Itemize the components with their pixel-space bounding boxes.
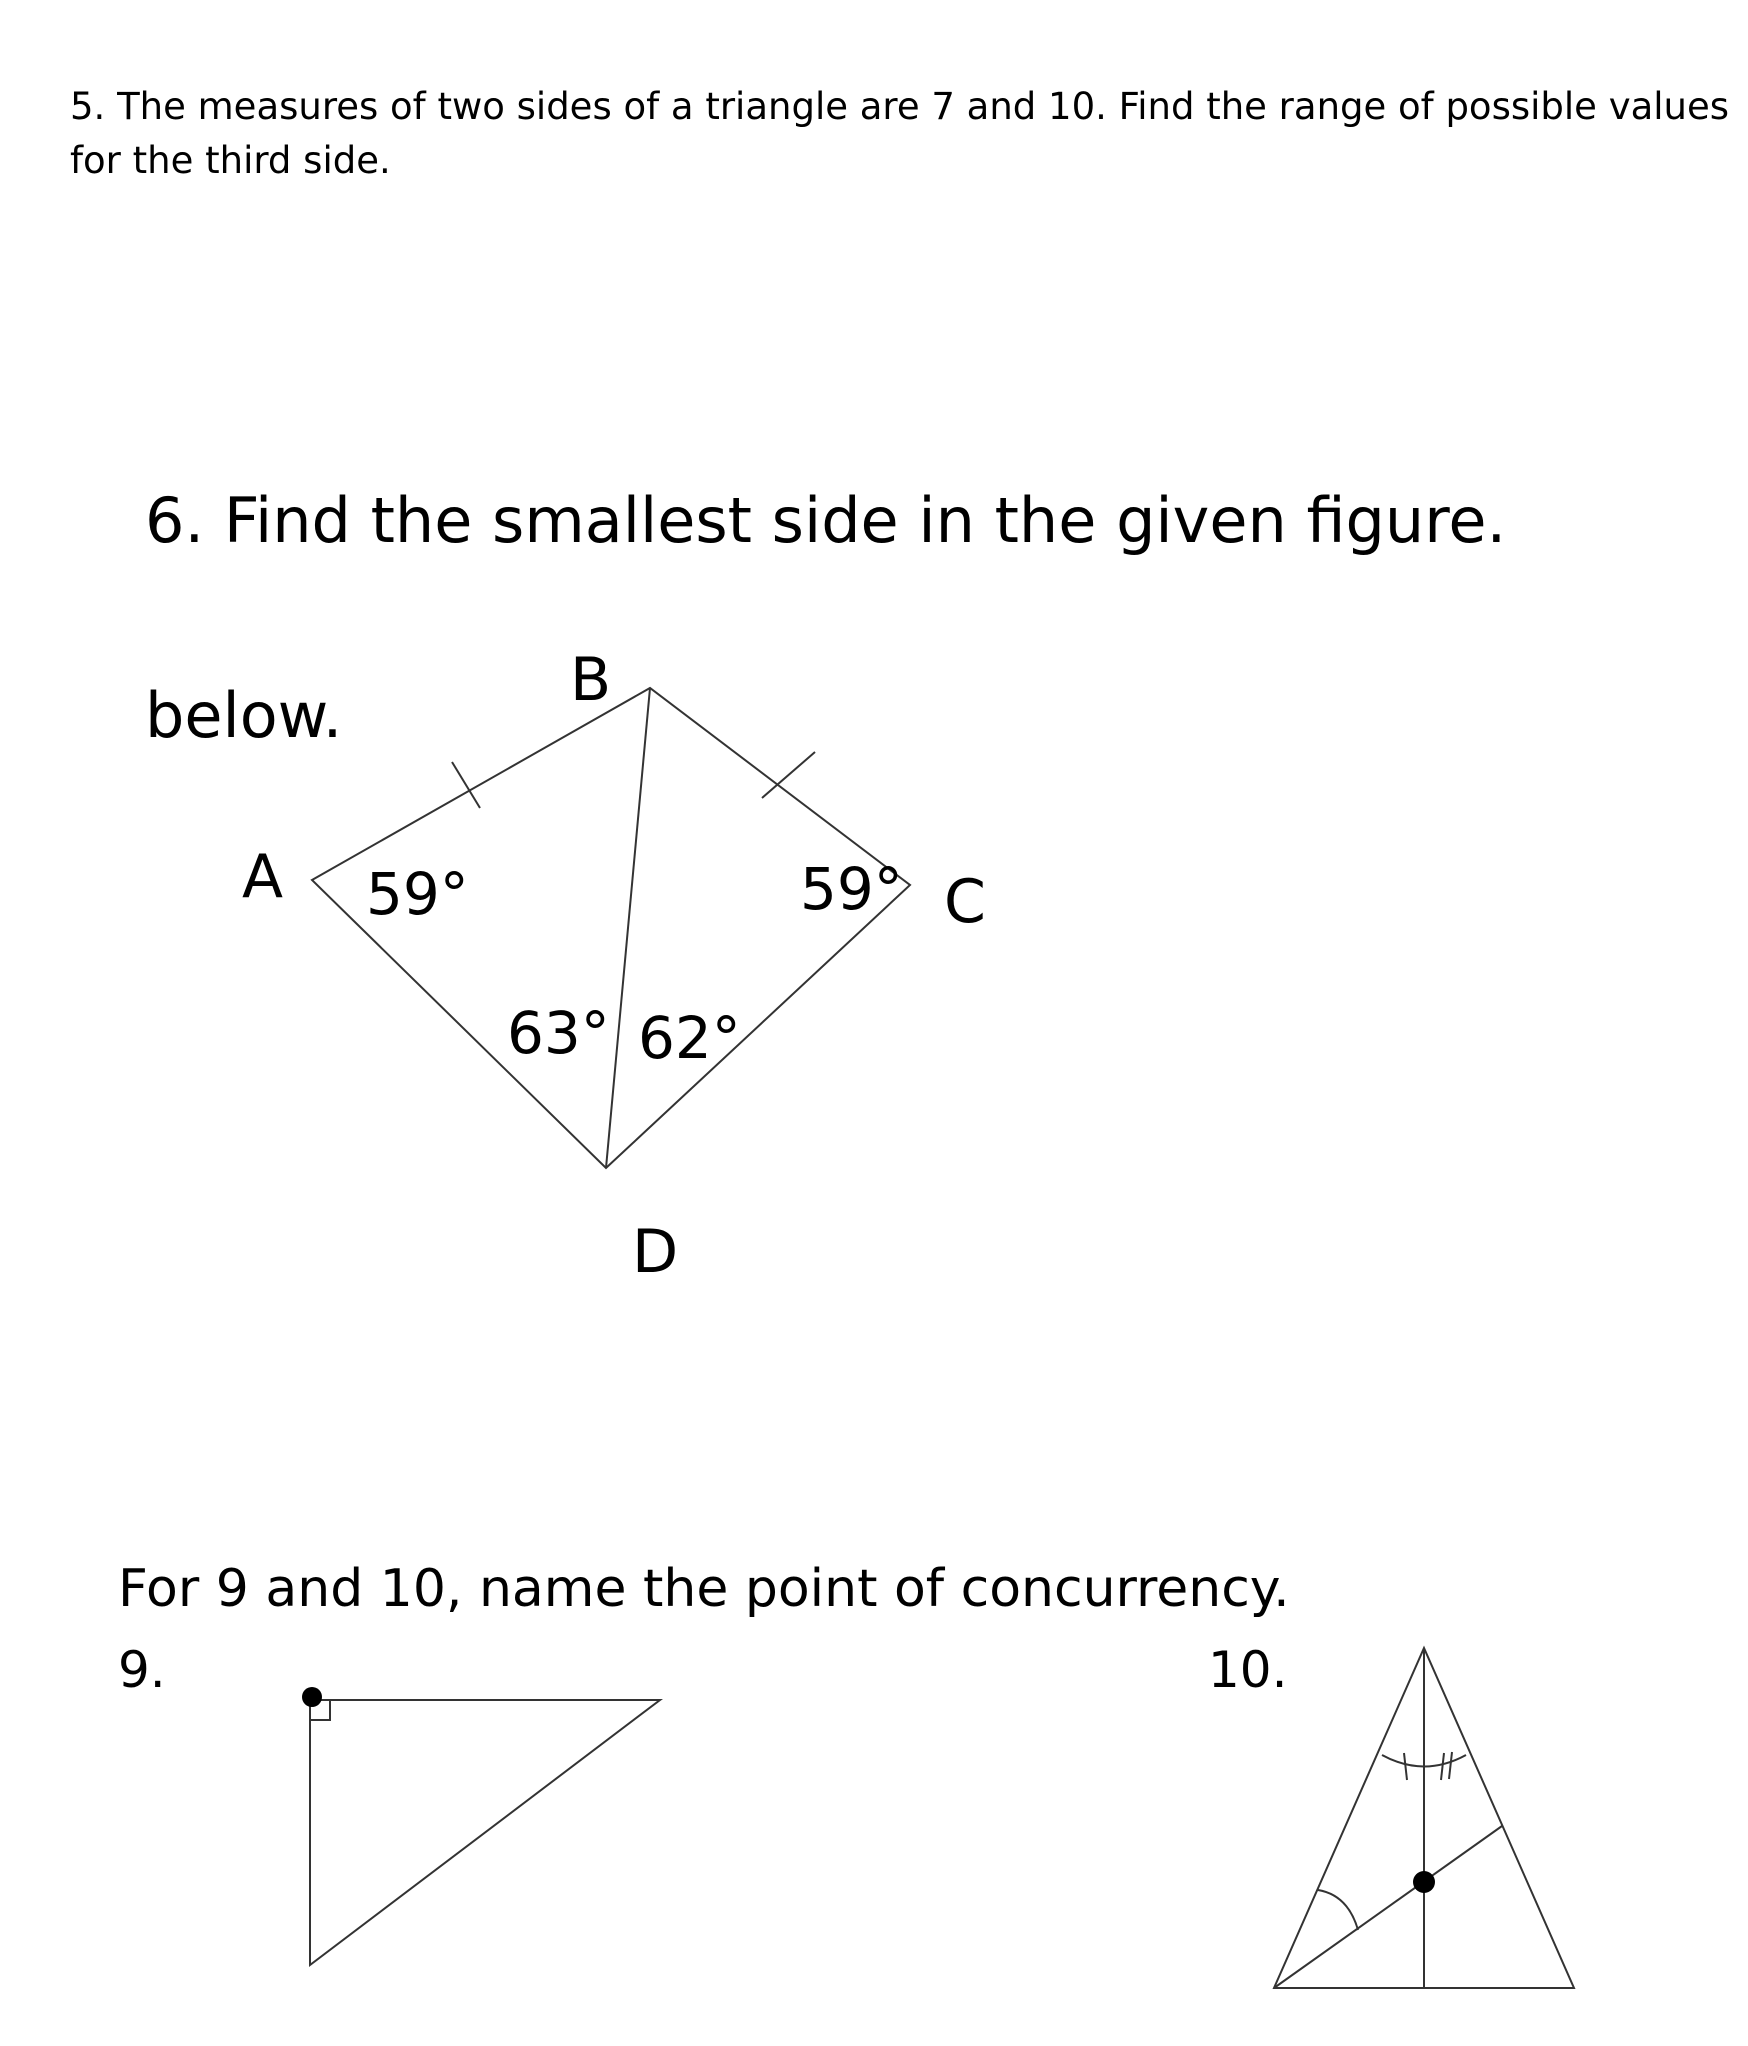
question-6-continuation: below. [145,679,343,752]
vertex-label-b: B [570,645,612,715]
question-5-text-line1: 5. The measures of two sides of a triangle are 7 and 10. Find the range of possible values [70,85,1730,128]
concurrency-point-10 [1413,1871,1435,1893]
vertex-label-c: C [944,867,986,937]
question-5-text-line2: for the third side. [70,139,391,182]
angle-label-a: 59° [366,860,469,928]
questions-9-10-instruction: For 9 and 10, name the point of concurrency. [118,1559,1290,1619]
vertex-label-a: A [242,842,284,912]
apex-arc-tick-left [1404,1753,1407,1780]
vertex-label-d: D [632,1217,679,1287]
question-9-number: 9. [118,1641,166,1699]
question-6-title: 6. Find the smallest side in the given figure. [145,484,1507,557]
angle-label-d-left: 63° [507,999,610,1067]
left-angle-arc [1318,1890,1358,1930]
apex-arc-tick-right [1441,1753,1444,1780]
question-10-number: 10. [1208,1641,1288,1699]
angle-label-d-right: 62° [638,1004,741,1072]
apex-arc-tick-right-2 [1449,1752,1452,1779]
angle-label-c: 59° [800,855,903,923]
left-angle-bisector [1274,1826,1502,1988]
